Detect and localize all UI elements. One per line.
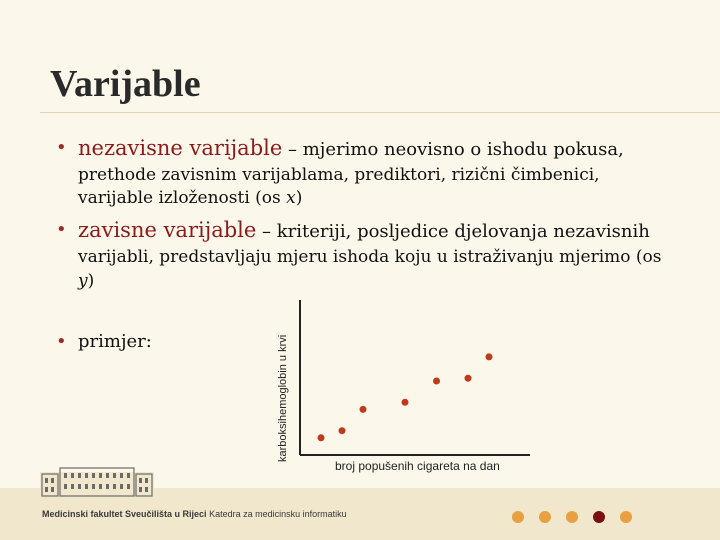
bullet-dot-icon: • — [56, 137, 67, 158]
page-title: Varijable — [50, 63, 201, 105]
scatter-chart — [270, 290, 540, 480]
footer-department: Katedra za medicinsku informatiku — [206, 509, 347, 519]
decor-dot-icon — [620, 511, 632, 523]
y-axis-label: karboksihemoglobin u krvi — [277, 334, 289, 462]
data-point — [360, 406, 367, 413]
bullet-dot-icon: • — [56, 331, 67, 352]
decor-dot-icon — [512, 511, 524, 523]
footer-institution: Medicinski fakultet Sveučilišta u Rijeci — [42, 509, 207, 519]
university-logo — [40, 464, 154, 500]
title-divider — [40, 112, 720, 113]
bullet-dot-icon: • — [56, 219, 67, 240]
decor-dot-icon — [539, 511, 551, 523]
bullet-independent-line3: varijable izloženosti (os x) — [78, 188, 303, 208]
footer-text — [42, 509, 347, 519]
bullet-example-text: primjer: — [78, 331, 152, 352]
data-point — [486, 353, 493, 360]
x-axis-label: broj popušenih cigareta na dan — [335, 459, 500, 473]
bullet-independent-rest: – mjerimo neovisno o ishodu pokusa, — [282, 139, 624, 160]
bullet-dependent-line2: varijabli, predstavljaju mjeru ishoda koju u istraživanju mjerimo (os — [78, 247, 662, 267]
term-dependent: zavisne varijable — [78, 218, 257, 242]
bullet-dependent-line3: y) — [78, 271, 95, 291]
bullet-independent-line2: prethode zavisnim varijablama, prediktori, rizični čimbenici, — [78, 165, 600, 185]
data-point — [402, 399, 409, 406]
bullet-dependent-rest: – kriteriji, posljedice djelovanja nezavisnih — [256, 221, 650, 242]
data-point — [339, 427, 346, 434]
data-point — [318, 434, 325, 441]
data-point — [465, 375, 472, 382]
footer-dots — [512, 508, 647, 527]
data-point — [433, 378, 440, 385]
decor-dot-icon — [566, 511, 578, 523]
decor-dot-icon — [593, 511, 605, 523]
term-independent: nezavisne varijable — [78, 136, 283, 160]
data-points — [318, 353, 493, 441]
